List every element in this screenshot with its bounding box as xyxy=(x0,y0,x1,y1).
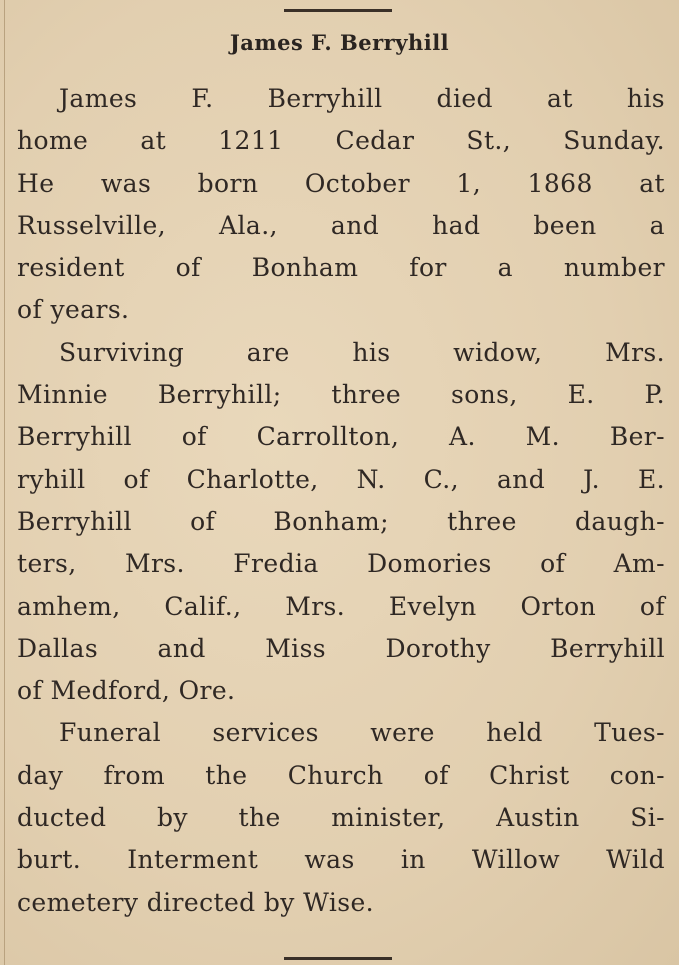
paragraph-1 xyxy=(17,78,665,332)
article-line: Berryhill of Carrollton, A. M. Ber- xyxy=(17,422,665,452)
article-line: ducted by the minister, Austin Si- xyxy=(17,803,665,833)
top-rule xyxy=(284,9,392,12)
obituary-headline: James F. Berryhill xyxy=(229,30,450,55)
article-line: amhem, Calif., Mrs. Evelyn Orton of xyxy=(17,591,665,621)
article-line: ters, Mrs. Fredia Domories of Am- xyxy=(17,549,665,579)
bottom-rule xyxy=(284,957,392,960)
obituary-article xyxy=(17,78,665,924)
article-line: cemetery directed by Wise. xyxy=(17,887,374,917)
article-line: home at 1211 Cedar St., Sunday. xyxy=(17,126,665,156)
article-line: day from the Church of Christ con- xyxy=(17,760,665,790)
article-line: of Medford, Ore. xyxy=(17,676,236,706)
clipping-edge xyxy=(4,0,5,965)
article-line: James F. Berryhill died at his xyxy=(59,84,665,113)
article-line: resident of Bonham for a number xyxy=(17,253,665,283)
article-line: Dallas and Miss Dorothy Berryhill xyxy=(17,633,665,663)
article-line: Funeral services were held Tues- xyxy=(59,718,665,748)
paragraph-2 xyxy=(17,332,665,713)
paragraph-3 xyxy=(17,712,665,923)
article-line: burt. Interment was in Willow Wild xyxy=(17,845,665,875)
article-line: Minnie Berryhill; three sons, E. P. xyxy=(17,380,665,410)
article-line: He was born October 1, 1868 at xyxy=(17,168,665,198)
article-line: Surviving are his widow, Mrs. xyxy=(59,337,665,367)
article-line: Berryhill of Bonham; three daugh- xyxy=(17,506,665,536)
article-line: of years. xyxy=(17,295,130,325)
article-line: Russelville, Ala., and had been a xyxy=(17,210,665,240)
article-line: ryhill of Charlotte, N. C., and J. E. xyxy=(17,464,665,494)
